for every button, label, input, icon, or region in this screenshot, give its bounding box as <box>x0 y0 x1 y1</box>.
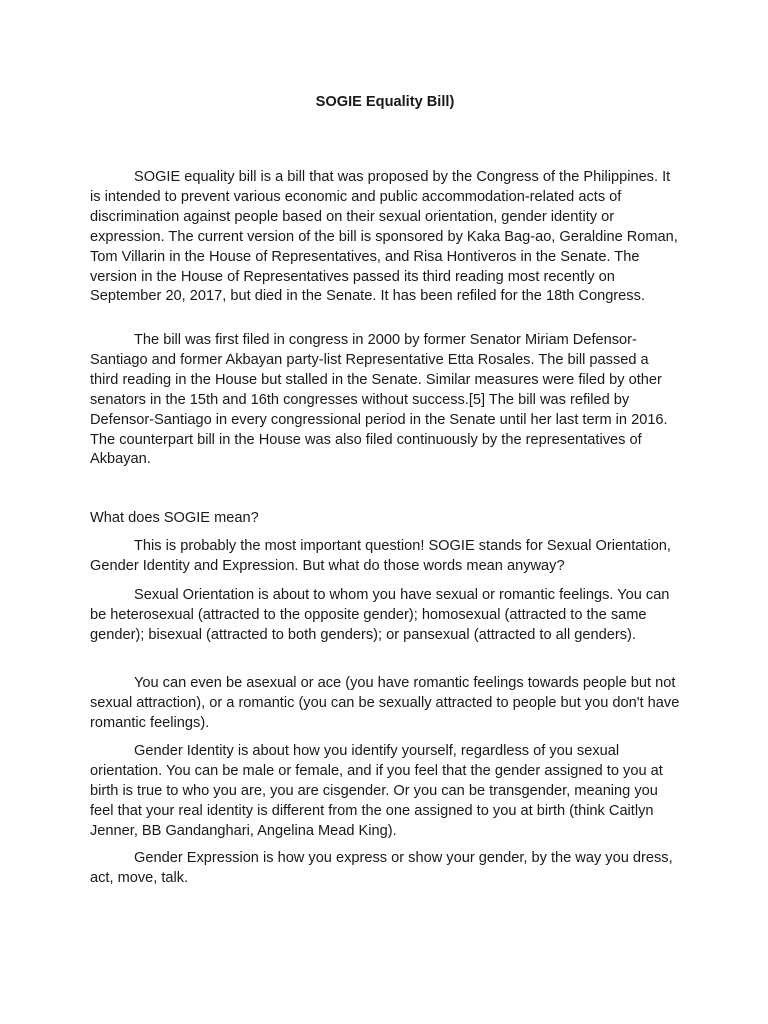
paragraph-bill-history: The bill was first filed in congress in 2000 by former Senator Miriam Defensor-Santiago and former Akbayan party-list Representative Etta Rosales. The bill passed a third reading in the House but stalled in the Senate. Similar measures were filed by other senators in the 15th and 16th congresses without success.[5] The bill was refiled by Defensor-Santiago in every congressional period in the Senate until her last term in 2016. The counterpart bill in the House was also filed continuously by the representatives of Akbayan. <box>90 332 668 468</box>
paragraph-gender-identity: Gender Identity is about how you identify yourself, regardless of you sexual orientation. You can be male or female, and if you feel that the gender assigned to you at birth is true to who you are, you are cisgender. Or you can be transgender, meaning you feel that your real identity is different from the one assigned to you at birth (think Caitlyn Jenner, BB Gandanghari, Angelina Mead King). <box>90 743 663 839</box>
document-title: SOGIE Equality Bill) <box>315 94 455 110</box>
paragraph-gender-expression: Gender Expression is how you express or show your gender, by the way you dress, act, move, talk. <box>90 850 673 886</box>
paragraph-sogie-meaning: This is probably the most important question! SOGIE stands for Sexual Orientation, Gender Identity and Expression. But what do those words mean anyway? <box>90 538 671 574</box>
paragraph-asexual: You can even be asexual or ace (you have romantic feelings towards people but not sexual attraction), or a romantic (you can be sexually attracted to people but you don't have romantic feelings). <box>90 675 680 731</box>
paragraph-sexual-orientation: Sexual Orientation is about to whom you have sexual or romantic feelings. You can be heterosexual (attracted to the opposite gender); homosexual (attracted to the same gender); bisexual (attracted to both genders); or pansexual (attracted to all genders). <box>90 587 670 643</box>
section-question-heading: What does SOGIE mean? <box>90 510 259 526</box>
paragraph-bill-overview: SOGIE equality bill is a bill that was proposed by the Congress of the Philippines. It is intended to prevent various economic and public accommodation-related acts of discrimination against people based on their sexual orientation, gender identity or expression. The current version of the bill is sponsored by Kaka Bag-ao, Geraldine Roman, Tom Villarin in the House of Representatives, and Risa Hontiveros in the Senate. The version in the House of Representatives passed its third reading most recently on September 20, 2017, but died in the Senate. It has been refiled for the 18th Congress. <box>90 169 678 305</box>
